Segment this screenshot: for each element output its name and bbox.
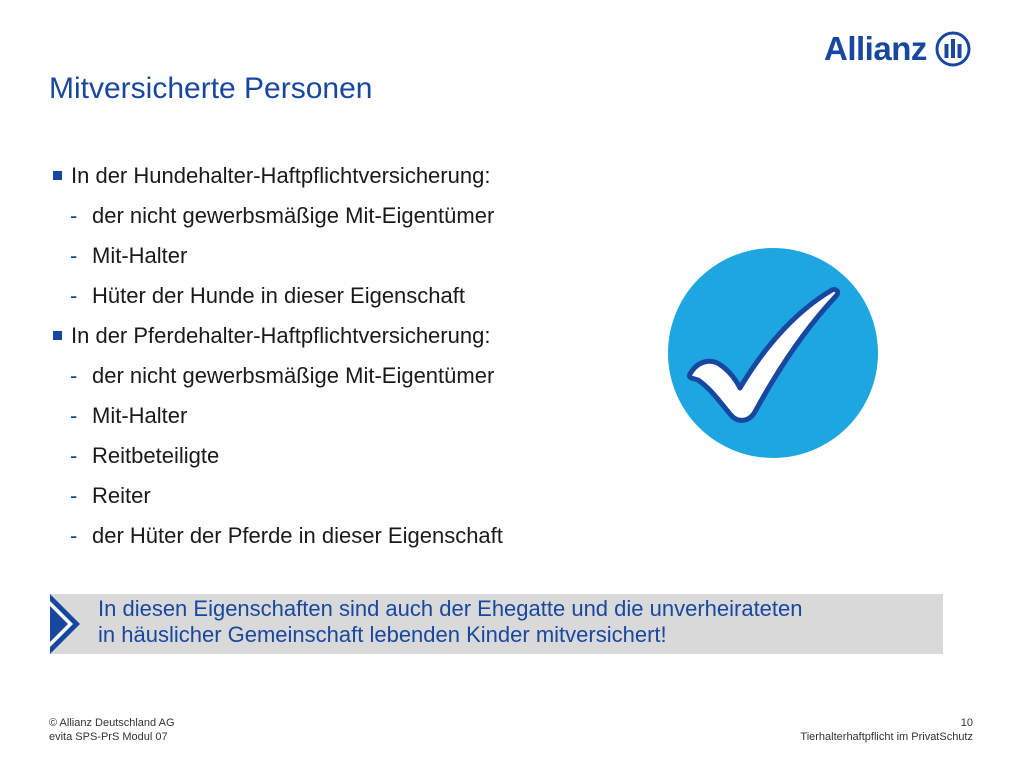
square-bullet-icon: [53, 171, 62, 180]
page-number: 10: [960, 717, 973, 729]
dash-marker: -: [70, 403, 78, 428]
bullet-text: Mit-Halter: [92, 243, 188, 268]
sub-bullet-item: [49, 396, 669, 436]
bullet-text: der nicht gewerbsmäßige Mit-Eigentümer: [92, 203, 495, 228]
callout-text: [98, 596, 803, 648]
bullet-text: der nicht gewerbsmäßige Mit-Eigentümer: [92, 363, 495, 388]
info-callout: [50, 594, 943, 654]
allianz-logo: [824, 29, 974, 69]
bullet-text: Mit-Halter: [92, 403, 188, 428]
sub-bullet-item: [49, 236, 669, 276]
bullet-text: Reitbeteiligte: [92, 443, 220, 468]
bullet-text: Hüter der Hunde in dieser Eigenschaft: [92, 283, 465, 308]
dash-marker: -: [70, 243, 78, 268]
dash-marker: -: [70, 363, 78, 388]
sub-bullet-item: [49, 356, 669, 396]
bullet-text: In der Pferdehalter-Haftpflichtversicherung:: [71, 323, 491, 348]
footer-module: evita SPS-PrS Modul 07: [49, 731, 168, 743]
square-bullet-icon: [53, 331, 62, 340]
bullet-item: [49, 156, 669, 196]
callout-line-1: In diesen Eigenschaften sind auch der Ehegatte und die unverheirateten: [98, 596, 803, 621]
dash-marker: -: [70, 443, 78, 468]
callout-line-2: in häuslicher Gemeinschaft lebenden Kinder mitversichert!: [98, 622, 667, 647]
arrow-right-icon: [50, 594, 80, 654]
sub-bullet-item: [49, 276, 669, 316]
sub-bullet-item: [49, 516, 669, 556]
bullet-list: [49, 156, 669, 556]
allianz-eagle-pillars-icon: [935, 31, 971, 67]
dash-marker: -: [70, 203, 78, 228]
sub-bullet-item: [49, 196, 669, 236]
slide-title: Mitversicherte Personen: [49, 72, 373, 105]
dash-marker: -: [70, 283, 78, 308]
bullet-text: In der Hundehalter-Haftpflichtversicherung:: [71, 163, 491, 188]
footer-left: [49, 716, 175, 744]
bullet-text: der Hüter der Pferde in dieser Eigenschaft: [92, 523, 503, 548]
bullet-item: [49, 316, 669, 356]
logo-wordmark: Allianz: [824, 30, 927, 67]
sub-bullet-item: [49, 476, 669, 516]
sub-bullet-item: [49, 436, 669, 476]
dash-marker: -: [70, 523, 78, 548]
footer-copyright: © Allianz Deutschland AG: [49, 717, 175, 729]
checkmark-circle-icon: [668, 248, 878, 458]
dash-marker: -: [70, 483, 78, 508]
footer-topic: Tierhalterhaftpflicht im PrivatSchutz: [800, 731, 973, 743]
bullet-text: Reiter: [92, 483, 151, 508]
footer-right: [800, 716, 973, 744]
